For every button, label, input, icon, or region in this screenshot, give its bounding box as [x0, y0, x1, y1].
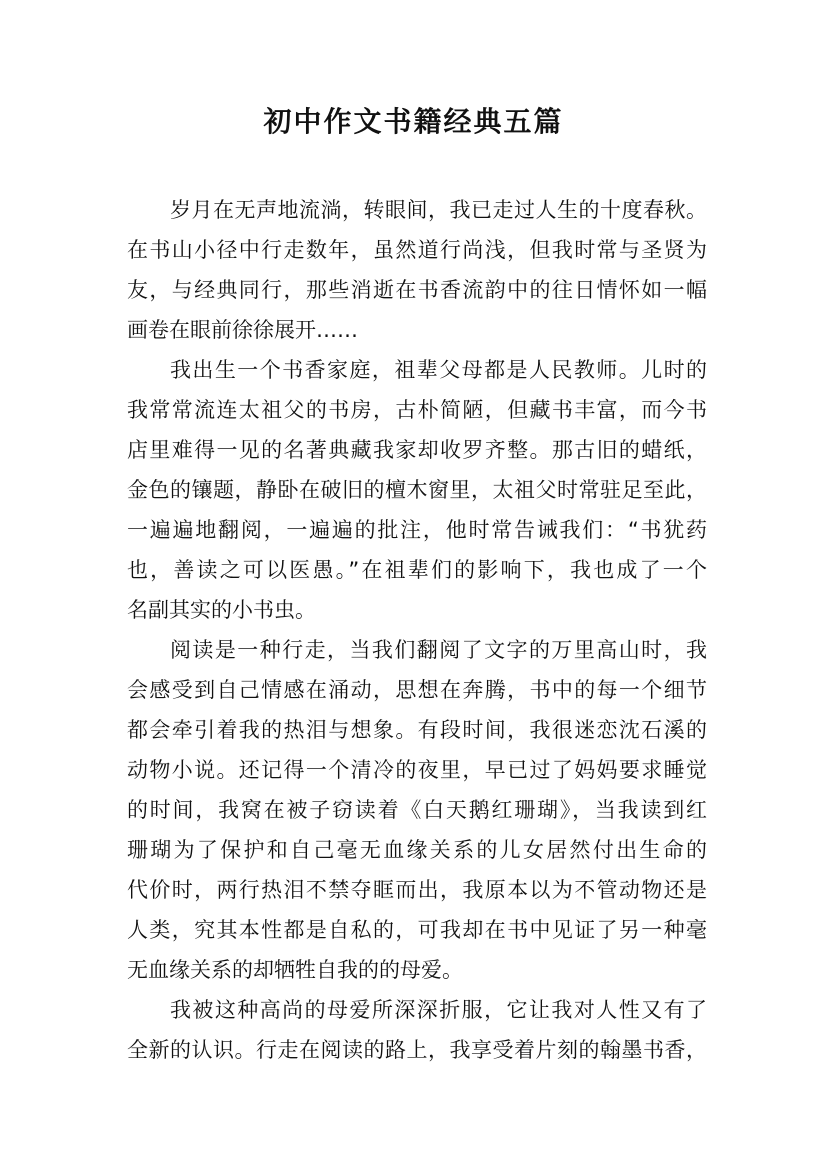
paragraph-line: 全新的认识。行走在阅读的路上，我享受着片刻的翰墨书香， [127, 1038, 707, 1062]
paragraph-line: 一遍遍地翻阅，一遍遍的批注，他时常告诫我们：“书犹药 [127, 518, 707, 542]
paragraph-line: 也，善读之可以医愚。”在祖辈们的影响下，我也成了一个 [127, 558, 707, 582]
paragraph-4 [127, 990, 707, 1070]
paragraph-line: 代价时，两行热泪不禁夺眶而出，我原本以为不管动物还是 [127, 878, 707, 902]
paragraph-line: 我被这种高尚的母爱所深深折服，它让我对人性又有了 [170, 998, 707, 1022]
paragraph-line: 我出生一个书香家庭，祖辈父母都是人民教师。儿时的 [170, 358, 707, 382]
paragraph-line: 名副其实的小书虫。 [127, 598, 316, 622]
paragraph-line: 人类，究其本性都是自私的，可我却在书中见证了另一种毫 [127, 918, 707, 942]
paragraph-line: 金色的镶题，静卧在破旧的檀木窗里，太祖父时常驻足至此， [127, 478, 707, 502]
paragraph-line: 会感受到自己情感在涌动，思想在奔腾，书中的每一个细节 [127, 678, 707, 702]
paragraph-line: 阅读是一种行走，当我们翻阅了文字的万里高山时，我 [170, 638, 707, 662]
paragraph-line: 在书山小径中行走数年，虽然道行尚浅，但我时常与圣贤为 [127, 238, 707, 262]
paragraph-line: 无血缘关系的却牺牲自我的的母爱。 [127, 958, 463, 982]
paragraph-line: 我常常流连太祖父的书房，古朴简陋，但藏书丰富，而今书 [127, 398, 707, 422]
document-body [127, 190, 707, 1070]
paragraph-line: 珊瑚为了保护和自己毫无血缘关系的儿女居然付出生命的 [127, 838, 707, 862]
paragraph-line: 的时间，我窝在被子窃读着《白天鹅红珊瑚》，当我读到红 [127, 798, 707, 822]
document-title: 初中作文书籍经典五篇 [263, 105, 564, 138]
paragraph-1 [127, 190, 707, 350]
paragraph-line: 店里难得一见的名著典藏我家却收罗齐整。那古旧的蜡纸， [127, 438, 707, 462]
paragraph-3 [127, 630, 707, 990]
paragraph-line: 画卷在眼前徐徐展开…… [127, 318, 358, 342]
paragraph-line: 动物小说。还记得一个清冷的夜里，早已过了妈妈要求睡觉 [127, 758, 707, 782]
paragraph-2 [127, 350, 707, 630]
paragraph-line: 岁月在无声地流淌，转眼间，我已走过人生的十度春秋。 [170, 198, 707, 222]
paragraph-line: 友，与经典同行，那些消逝在书香流韵中的往日情怀如一幅 [127, 278, 707, 302]
paragraph-line: 都会牵引着我的热泪与想象。有段时间，我很迷恋沈石溪的 [127, 718, 707, 742]
